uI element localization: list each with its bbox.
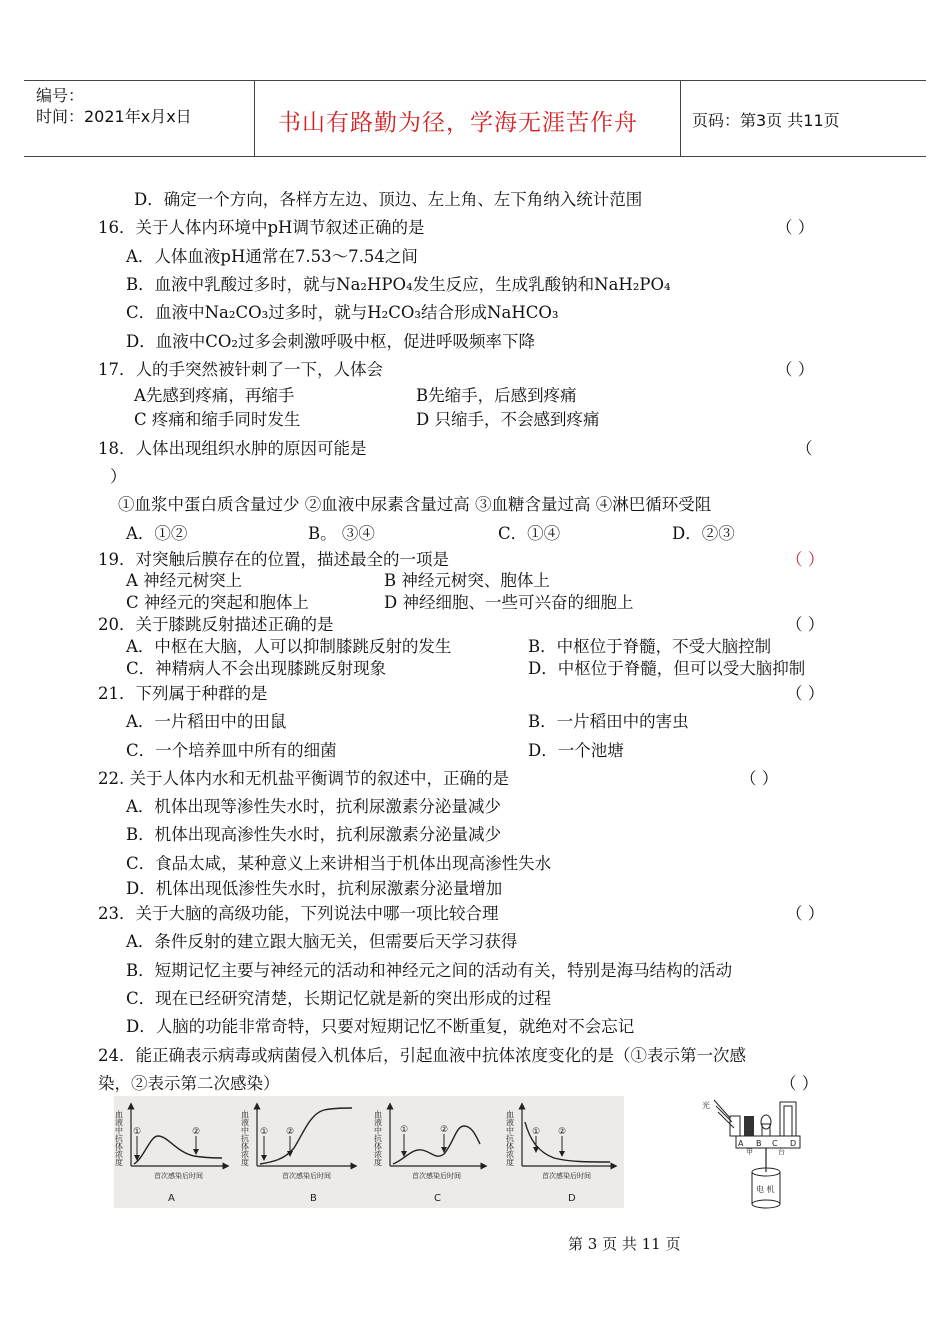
- graph-d-mark1: ①: [532, 1127, 541, 1137]
- graph-c-xlabel: 首次感染后时间: [412, 1172, 461, 1180]
- slot-label-c: C: [772, 1139, 778, 1148]
- q19-stem: 19．对突触后膜存在的位置，描述最全的一项是: [98, 550, 449, 569]
- q17-bracket: （ ）: [776, 360, 815, 379]
- graph-a-mark1: ①: [133, 1127, 142, 1137]
- graph-b-ylabel: 血液中抗体浓度: [240, 1110, 250, 1166]
- q15-option-d: D．确定一个方向，各样方左边、顶边、左上角、左下角纳入统计范围: [134, 190, 643, 209]
- slot-label-a: A: [738, 1139, 744, 1148]
- q20-option-d: D．中枢位于脊髓，但可以受大脑抑制: [528, 659, 806, 678]
- graph-a-ylabel: 血液中抗体浓度: [114, 1110, 124, 1166]
- header-bottom-rule: [24, 156, 926, 157]
- plant-apparatus-figure: [700, 1092, 820, 1210]
- q23-option-d: D．人脑的功能非常奇特，只要对短期记忆不断重复，就绝对不会忘记: [126, 1017, 635, 1036]
- page-label: 页码：第3页 共11页: [692, 111, 840, 130]
- q16-option-c: C．血液中Na₂CO₃过多时，就与H₂CO₃结合形成NaHCO₃: [126, 303, 559, 322]
- q17-option-b: B先缩手，后感到疼痛: [416, 386, 577, 405]
- q19-option-a: A 神经元树突上: [126, 571, 243, 590]
- q22-stem: 22. 关于人体内水和无机盐平衡调节的叙述中，正确的是: [98, 769, 509, 788]
- graph-b-curve: [260, 1108, 352, 1164]
- q24-bracket: （ ）: [780, 1074, 819, 1093]
- graph-panel-b: [241, 1106, 355, 1204]
- q17-stem: 17．人的手突然被针刺了一下，人体会: [98, 360, 383, 379]
- q19-option-c: C 神经元的突起和胞体上: [126, 593, 309, 612]
- q19-option-b: B 神经元树突、胞体上: [384, 571, 550, 590]
- graph-d-ylabel: 血液中抗体浓度: [505, 1110, 515, 1166]
- q19-bracket: （ ）: [786, 550, 825, 569]
- q20-option-b: B．中枢位于脊髓，不受大脑控制: [528, 637, 772, 656]
- q20-option-a: A．中枢在大脑，人可以抑制膝跳反射的发生: [126, 637, 452, 656]
- q18-bracket-close: ）: [110, 467, 127, 486]
- q17-option-a: A先感到疼痛，再缩手: [134, 386, 295, 405]
- q23-bracket: （ ）: [786, 904, 825, 923]
- graph-a-label: A: [168, 1193, 175, 1204]
- graph-panel-a: [115, 1106, 227, 1204]
- page-footer: 第 3 页 共 11 页: [568, 1235, 681, 1253]
- graph-d-xlabel: 首次感染后时间: [542, 1172, 591, 1180]
- q18-option-d: D．②③: [672, 524, 735, 543]
- q20-bracket: （ ）: [786, 615, 825, 634]
- q16-bracket: （ ）: [776, 218, 815, 237]
- graph-b-mark2: ②: [286, 1127, 295, 1137]
- q23-option-b: B．短期记忆主要与神经元的活动和神经元之间的活动有关，特别是海马结构的活动: [126, 961, 733, 980]
- serial-label: 编号：: [36, 86, 85, 105]
- q16-option-b: B．血液中乳酸过多时，就与Na₂HPO₄发生反应，生成乳酸钠和NaH₂PO₄: [126, 275, 671, 294]
- q19-option-d: D 神经细胞、一些可兴奋的细胞上: [384, 593, 634, 612]
- sub-label-tai: 台: [778, 1148, 785, 1156]
- q23-stem: 23．关于大脑的高级功能，下列说法中哪一项比较合理: [98, 904, 499, 923]
- q21-stem: 21．下列属于种群的是: [98, 684, 268, 703]
- q22-option-c: C．食品太咸，某种意义上来讲相当于机体出现高渗性失水: [126, 854, 552, 873]
- graph-b-label: B: [310, 1193, 317, 1204]
- graph-a-curve: [134, 1136, 222, 1164]
- header-top-rule: [24, 80, 926, 81]
- sub-label-jia: 甲: [746, 1148, 753, 1156]
- header-divider-left: [254, 80, 255, 157]
- graph-c-ylabel: 血液中抗体浓度: [373, 1110, 383, 1166]
- q22-bracket: （ ）: [740, 769, 779, 788]
- graph-panel-c: [374, 1106, 485, 1204]
- q23-option-a: A．条件反射的建立跟大脑无关，但需要后天学习获得: [126, 932, 518, 951]
- graph-panel-d: [506, 1106, 615, 1204]
- header-motto: 书山有路勤为径，学海无涯苦作舟: [278, 110, 638, 136]
- q22-option-b: B．机体出现高渗性失水时，抗利尿激素分泌量减少: [126, 825, 502, 844]
- q17-option-c: C 疼痛和缩手同时发生: [134, 410, 301, 429]
- q18-option-b: B。 ③④: [308, 524, 375, 543]
- header-divider-right: [680, 80, 681, 157]
- q24-stem-line1: 24．能正确表示病毒或病菌侵入机体后，引起血液中抗体浓度变化的是（①表示第一次感: [98, 1046, 746, 1065]
- graph-b-mark1: ①: [260, 1127, 269, 1137]
- q16-stem: 16．关于人体内环境中pH调节叙述正确的是: [98, 218, 425, 237]
- q21-option-c: C．一个培养皿中所有的细菌: [126, 741, 337, 760]
- q18-stem: 18．人体出现组织水肿的原因可能是: [98, 439, 367, 458]
- q18-option-c: C．①④: [498, 524, 561, 543]
- q16-option-d: D．血液中CO₂过多会刺激呼吸中枢，促进呼吸频率下降: [126, 332, 535, 351]
- time-label: 时间：2021年x月x日: [36, 107, 192, 126]
- slot-label-b: B: [756, 1139, 762, 1148]
- antibody-graphs-figure: [114, 1096, 624, 1208]
- light-label: 光: [702, 1101, 710, 1110]
- q16-option-a: A．人体血液pH通常在7.53～7.54之间: [126, 247, 418, 266]
- q21-option-a: A．一片稻田中的田鼠: [126, 712, 287, 731]
- q22-option-d: D．机体出现低渗性失水时，抗利尿激素分泌量增加: [126, 879, 503, 898]
- q17-option-d: D 只缩手，不会感到疼痛: [416, 410, 600, 429]
- graph-c-label: C: [434, 1193, 441, 1204]
- graph-b-xlabel: 首次感染后时间: [282, 1172, 331, 1180]
- q21-option-b: B．一片稻田中的害虫: [528, 712, 689, 731]
- q23-option-c: C．现在已经研究清楚，长期记忆就是新的突出形成的过程: [126, 989, 552, 1008]
- graph-c-mark1: ①: [400, 1125, 409, 1135]
- slot-label-d: D: [790, 1139, 797, 1148]
- q21-bracket: （ ）: [786, 684, 825, 703]
- graph-d-label: D: [568, 1193, 576, 1204]
- q20-option-c: C．神精病人不会出现膝跳反射现象: [126, 659, 387, 678]
- q21-option-d: D．一个池塘: [528, 741, 624, 760]
- q18-bracket-open: （: [796, 439, 813, 458]
- q22-option-a: A．机体出现等渗性失水时，抗利尿激素分泌量减少: [126, 797, 501, 816]
- q18-statements: ①血浆中蛋白质含量过少 ②血液中尿素含量过高 ③血糖含量过高 ④淋巴循环受阻: [118, 495, 712, 514]
- graph-a-mark2: ②: [192, 1127, 201, 1137]
- motor-label: 电 机: [756, 1185, 775, 1194]
- q18-option-a: A．①②: [126, 524, 188, 543]
- graph-c-mark2: ②: [440, 1125, 449, 1135]
- q24-stem-line2: 染，②表示第二次感染）: [98, 1074, 280, 1093]
- q20-stem: 20．关于膝跳反射描述正确的是: [98, 615, 334, 634]
- graph-d-mark2: ②: [558, 1127, 567, 1137]
- graph-a-xlabel: 首次感染后时间: [154, 1172, 203, 1180]
